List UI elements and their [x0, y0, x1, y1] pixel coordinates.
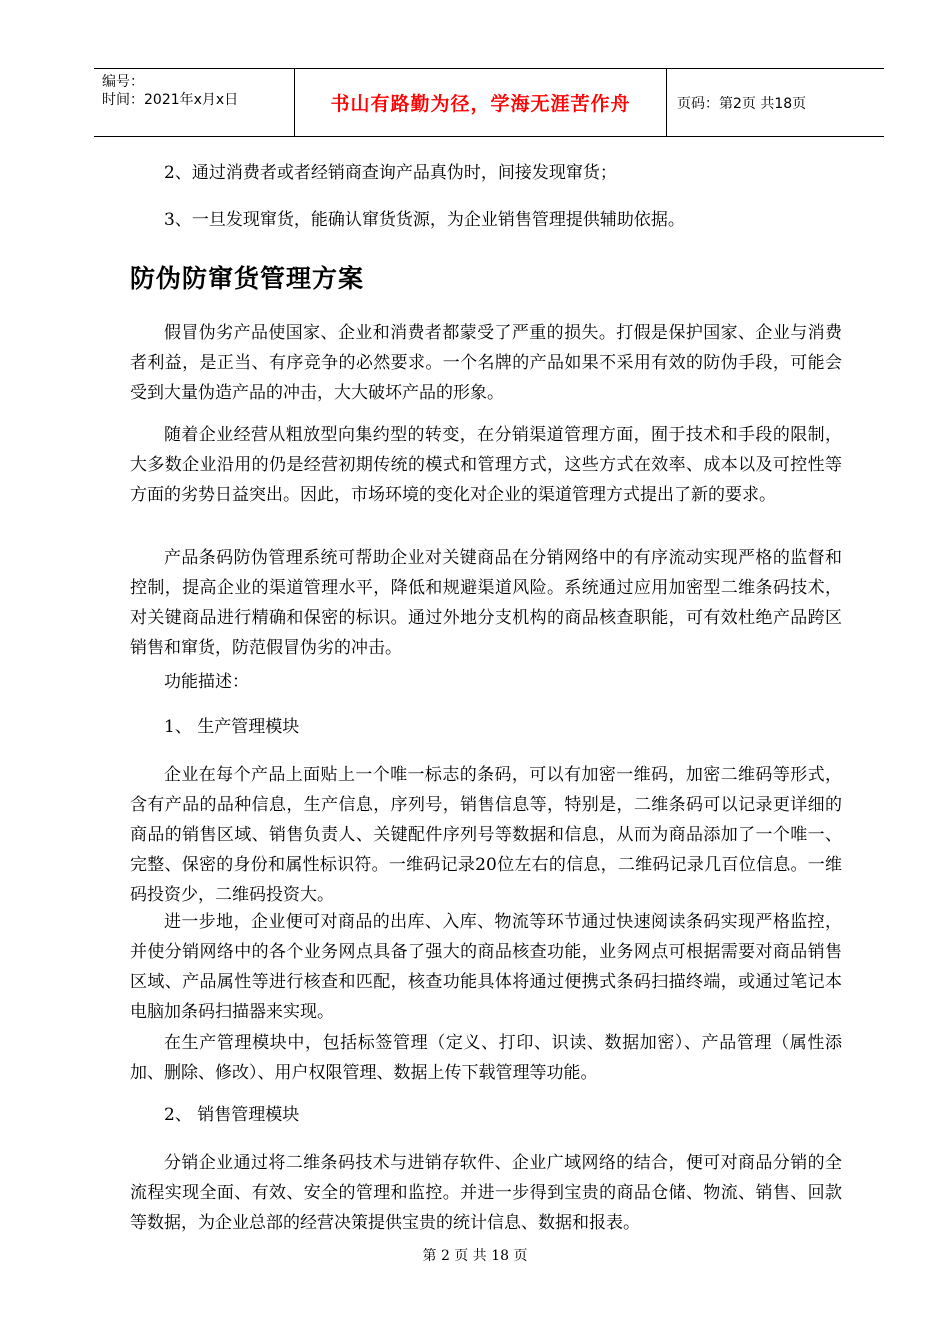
paragraph: 进一步地，企业便可对商品的出库、入库、物流等环节通过快速阅读条码实现严格监控，并使分销网络中的各个业务网点具备了强大的商品核查功能，业务网点可根据需要对商品销售区域、产品属性等进行核查和匹配，核查功能具体将通过便携式条码扫描终端，或通过笔记本电脑加条码扫描器来实现。	[130, 912, 842, 1022]
page-header	[94, 68, 884, 137]
header-meta	[94, 69, 295, 136]
header-page-label: 页码：第2页 共18页	[677, 95, 807, 112]
paragraph: 分销企业通过将二维条码技术与进销存软件、企业广域网络的结合，便可对商品分销的全流程实现全面、有效、安全的管理和监控。并进一步得到宝贵的商品仓储、物流、销售、回款等数据，为企业总部的经营决策提供宝贵的统计信息、数据和报表。	[130, 1153, 842, 1233]
paragraph: 产品条码防伪管理系统可帮助企业对关键商品在分销网络中的有序流动实现严格的监督和控制，提高企业的渠道管理水平，降低和规避渠道风险。系统通过应用加密型二维条码技术，对关键商品进行精确和保密的标识。通过外地分支机构的商品核查职能，可有效杜绝产品跨区销售和窜货，防范假冒伪劣的冲击。	[130, 548, 842, 658]
function-description-label: 功能描述：	[164, 672, 249, 692]
header-motto: 书山有路勤为径，学海无涯苦作舟	[295, 69, 667, 136]
paragraph: 假冒伪劣产品使国家、企业和消费者都蒙受了严重的损失。打假是保护国家、企业与消费者利益，是正当、有序竞争的必然要求。一个名牌的产品如果不采用有效的防伪手段，可能会受到大量伪造产品的冲击，大大破坏产品的形象。	[130, 323, 842, 403]
intro-item-2: 3、一旦发现窜货，能确认窜货货源，为企业销售管理提供辅助依据。	[164, 210, 685, 230]
section-title: 防伪防窜货管理方案	[130, 264, 365, 293]
intro-item-1: 2、通过消费者或者经销商查询产品真伪时，间接发现窜货；	[164, 163, 617, 183]
document-number-label: 编号：	[102, 74, 144, 90]
page-footer: 第 2 页 共 18 页	[422, 1248, 528, 1264]
document-time-label: 时间：2021年x月x日	[102, 92, 239, 108]
paragraph: 在生产管理模块中，包括标签管理（定义、打印、识读、数据加密）、产品管理（属性添加、删除、修改）、用户权限管理、数据上传下载管理等功能。	[130, 1033, 842, 1083]
paragraph: 企业在每个产品上面贴上一个唯一标志的条码，可以有加密一维码，加密二维码等形式，含有产品的品种信息，生产信息，序列号，销售信息等，特别是，二维条码可以记录更详细的商品的销售区域、销售负责人、关键配件序列号等数据和信息，从而为商品添加了一个唯一、完整、保密的身份和属性标识符。一维码记录20位左右的信息，二维码记录几百位信息。一维码投资少，二维码投资大。	[130, 765, 842, 905]
paragraph: 随着企业经营从粗放型向集约型的转变，在分销渠道管理方面，囿于技术和手段的限制，大多数企业沿用的仍是经营初期传统的模式和管理方式，这些方式在效率、成本以及可控性等方面的劣势日益突出。因此，市场环境的变化对企业的渠道管理方式提出了新的要求。	[130, 425, 842, 505]
module-heading-production: 1、 生产管理模块	[164, 717, 300, 737]
module-heading-sales: 2、 销售管理模块	[164, 1105, 300, 1125]
